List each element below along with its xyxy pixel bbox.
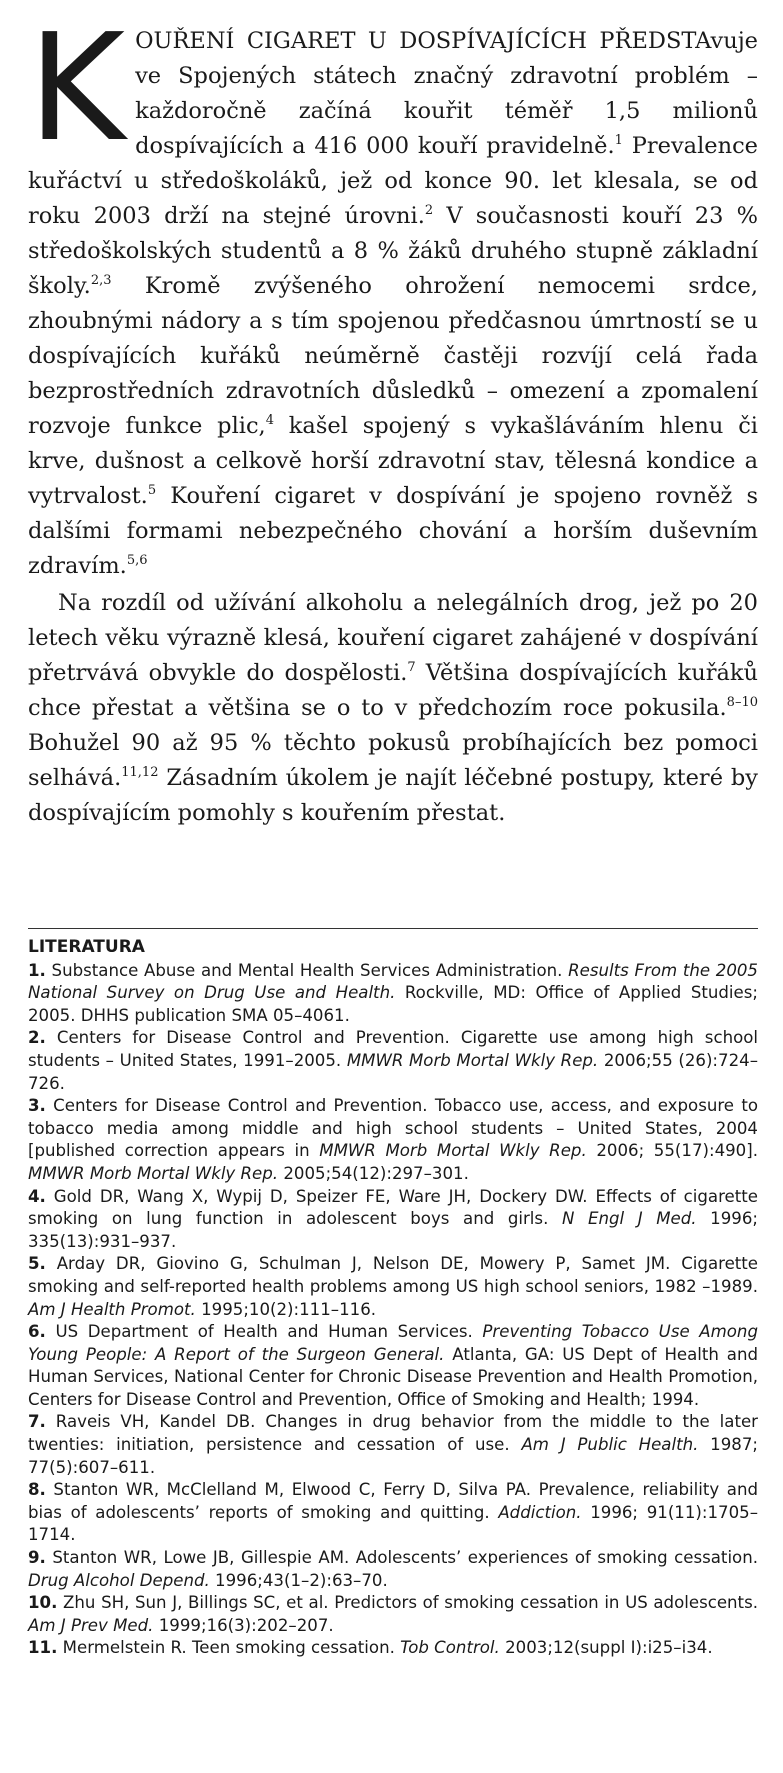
- reference-item: [28, 1592, 758, 1637]
- reference-item: [28, 1321, 758, 1411]
- reference-item: [28, 1186, 758, 1254]
- italic-text: MMWR Morb Mortal Wkly Rep.: [28, 1163, 279, 1183]
- citation-superscript: 2,3: [90, 273, 112, 288]
- text-run: Raveis VH, Kandel DB. Changes in drug behavior from the middle to the later twenties: initiation, persistence and cessation of use.: [28, 1412, 758, 1455]
- section-divider: [28, 928, 758, 929]
- text-run: Gold DR, Wang X, Wypij D, Speizer FE, Ware JH, Dockery DW. Effects of cigarette smoking on lung function in adolescent boys and girls.: [28, 1186, 758, 1229]
- text-run: Zásadním úkolem je najít léčebné postupy, které by dospívajícím pomohly s kouřením přestat.: [28, 765, 758, 826]
- reference-number: 6.: [28, 1322, 46, 1342]
- italic-text: Preventing Tobacco Use Among Young People: A Report of the Surgeon General.: [28, 1322, 758, 1364]
- text-run: Rockville, MD: Office of Applied Studies; 2005. DHHS publication SMA 05–4061.: [28, 983, 758, 1025]
- text-run: Zhu SH, Sun J, Billings SC, et al. Predictors of smoking cessation in US adolescents.: [57, 1593, 758, 1613]
- text-run: V současnosti kouří 23 % středoškolských studentů a 8 % žáků druhého stupně základní školy.: [28, 203, 759, 299]
- citation-superscript: 8–10: [726, 695, 758, 710]
- text-run: Substance Abuse and Mental Health Services Administration.: [45, 960, 569, 980]
- text-run: kašel spojený s vykašláváním hlenu či krve, dušnost a celkově horší zdravotní stav, tělesná kondice a vytrvalost.: [28, 413, 758, 509]
- text-run: Stanton WR, McClelland M, Elwood C, Ferry D, Silva PA. Prevalence, reliability and bias of adolescents’ reports of smoking and quitting.: [28, 1480, 758, 1522]
- references-section: [28, 936, 758, 1660]
- reference-item: [28, 1479, 758, 1547]
- reference-number: 2.: [28, 1028, 46, 1048]
- text-run: US Department of Health and Human Services.: [45, 1322, 483, 1342]
- text-run: Kromě zvýšeného ohrožení nemocemi srdce, zhoubnými nádory a s tím spojenou předčasnou úmrtností se u dospívajících kuřáků neúměrně častěji rozvíjí celá řada bezprostředních zdravotních důsledků – omezení a zpomalení rozvoje funkce plic,: [28, 273, 758, 439]
- reference-number: 7.: [28, 1412, 46, 1432]
- italic-text: MMWR Morb Mortal Wkly Rep.: [319, 1141, 587, 1161]
- reference-item: [28, 1027, 758, 1095]
- text-run: Arday DR, Giovino G, Schulman J, Nelson DE, Mowery P, Samet JM. Cigarette smoking and self-reported health problems among US high school seniors, 1982 –1989.: [28, 1254, 758, 1296]
- text-run: 2003;12(suppl I):i25–i34.: [499, 1638, 713, 1658]
- reference-number: 9.: [28, 1548, 46, 1568]
- text-run: Prevalence kuřáctví u středoškoláků, jež od konce 90. let klesala, se od roku 2003 drží na stejné úrovni.: [28, 133, 758, 229]
- reference-number: 4.: [28, 1186, 46, 1206]
- text-run: Stanton WR, Lowe JB, Gillespie AM. Adolescents’ experiences of smoking cessation.: [45, 1548, 758, 1568]
- italic-text: Am J Health Promot.: [28, 1299, 196, 1319]
- reference-item: [28, 1547, 758, 1592]
- reference-number: 1.: [28, 960, 46, 980]
- citation-superscript: 7: [407, 660, 416, 675]
- citation-superscript: 4: [265, 413, 274, 428]
- reference-item: [28, 1095, 758, 1185]
- text-run: Většina dospívajících kuřáků chce přestat a většina se o to v předchozím roce pokusila.: [28, 660, 758, 721]
- citation-superscript: 11,12: [121, 765, 159, 780]
- reference-number: 10.: [28, 1593, 58, 1613]
- reference-number: 5.: [28, 1254, 46, 1274]
- text-run: Centers for Disease Control and Prevention. Tobacco use, access, and exposure to tobacco media among middle and high school students – United States, 2004 [published correction appears in: [28, 1096, 758, 1161]
- drop-cap: K: [28, 2, 126, 174]
- text-run: OUŘENÍ CIGARET U DOSPÍVAJÍCÍCH PŘEDSTAvuje ve Spojených státech značný zdravotní problém – každoročně začíná kouřit téměř 1,5 milionů dospívajících a 416 000 kouří pravidelně.: [135, 28, 758, 159]
- reference-item: [28, 1637, 758, 1660]
- article-body: [28, 2, 759, 831]
- text-run: Bohužel 90 až 95 % těchto pokusů probíhajících bez pomoci selhává.: [28, 730, 758, 791]
- text-run: Atlanta, GA: US Dept of Health and Human Services, National Center for Chronic Disease Prevention and Health Promotion, Centers for Disease Control and Prevention, Office of Smoking and Health; 1994.: [28, 1344, 758, 1409]
- text-run: 2005;54(12):297–301.: [278, 1163, 469, 1183]
- italic-text: MMWR Morb Mortal Wkly Rep.: [346, 1050, 599, 1070]
- reference-number: 3.: [28, 1096, 46, 1116]
- reference-item: [28, 1411, 758, 1479]
- text-run: 2006; 55(17):490].: [586, 1141, 758, 1161]
- citation-superscript: 2: [424, 203, 434, 218]
- references-title: LITERATURA: [28, 937, 145, 957]
- text-run: 1996; 91(11):1705–1714.: [28, 1502, 758, 1545]
- reference-number: 8.: [28, 1480, 46, 1500]
- citation-superscript: 1: [614, 133, 623, 148]
- text-run: 1996; 335(13):931–937.: [28, 1209, 758, 1251]
- text-run: 2006;55 (26):724–726.: [28, 1050, 758, 1093]
- text-run: 1996;43(1–2):63–70.: [209, 1570, 388, 1590]
- italic-text: Am J Public Health.: [521, 1435, 699, 1455]
- text-run: 1995;10(2):111–116.: [195, 1299, 377, 1319]
- article-paragraph-2: [28, 586, 758, 831]
- text-run: Na rozdíl od užívání alkoholu a nelegálních drog, jež po 20 letech věku výrazně klesá, kouření cigaret zahájené v dospívání přetrvává obvykle do dospělosti.: [28, 590, 758, 686]
- italic-text: Tob Control.: [400, 1638, 500, 1658]
- citation-superscript: 5: [147, 483, 157, 498]
- italic-text: Addiction.: [498, 1502, 582, 1522]
- text-run: Mermelstein R. Teen smoking cessation.: [57, 1638, 401, 1658]
- reference-number: 11.: [28, 1638, 58, 1658]
- references-list: [28, 960, 758, 1660]
- italic-text: Am J Prev Med.: [28, 1615, 154, 1635]
- text-run: 1987; 77(5):607–611.: [28, 1435, 758, 1477]
- citation-superscript: 5,6: [126, 553, 148, 568]
- italic-text: N Engl J Med.: [561, 1209, 697, 1229]
- italic-text: Drug Alcohol Depend.: [28, 1570, 210, 1590]
- italic-text: Results From the 2005 National Survey on Drug Use and Health.: [28, 960, 758, 1003]
- text-run: Centers for Disease Control and Prevention. Cigarette use among high school students – United States, 1991–2005.: [28, 1028, 758, 1070]
- article-paragraph-1: [28, 2, 759, 584]
- text-run: 1999;16(3):202–207.: [153, 1615, 334, 1635]
- reference-item: [28, 1253, 758, 1321]
- reference-item: [28, 960, 758, 1028]
- text-run: Kouření cigaret v dospívání je spojeno rovněž s dalšími formami nebezpečného chování a horším duševním zdravím.: [28, 483, 758, 579]
